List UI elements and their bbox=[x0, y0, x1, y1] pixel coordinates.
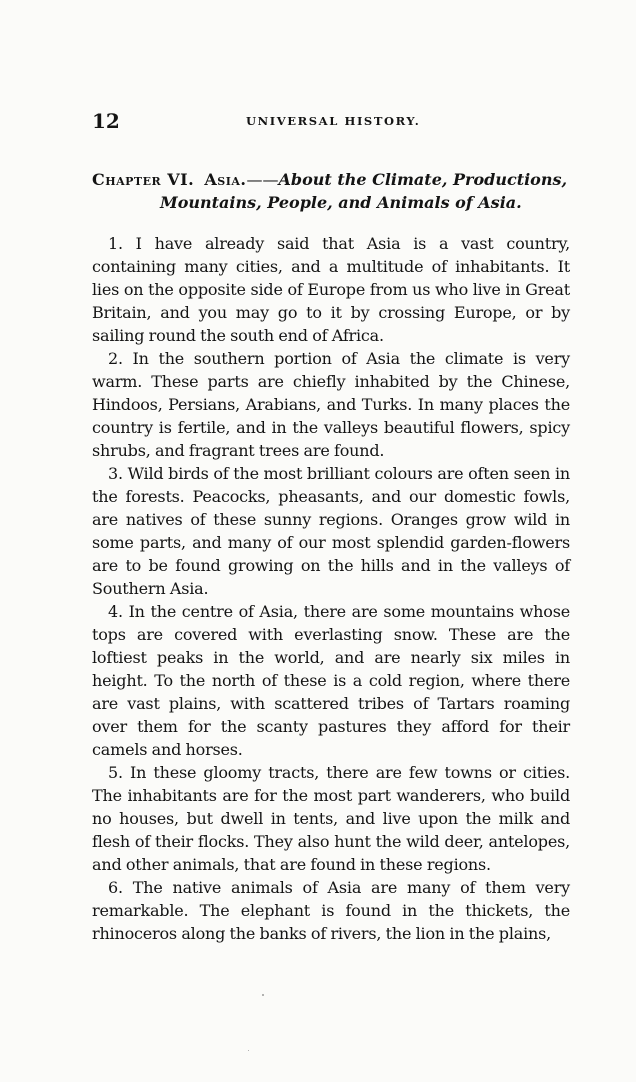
chapter-heading-line-1 bbox=[92, 168, 570, 191]
paragraph-4: 4. In the centre of Asia, there are some mountains whose tops are covered with everlasting snow. These are the loftiest peaks in the world, and are nearly six miles in height. To the north of these is a cold region, where there are vast plains, with scattered tribes of Tartars roaming over them for the scanty pastures they afford for their camels and horses. bbox=[92, 602, 570, 759]
chapter-dash: —— bbox=[246, 170, 279, 189]
body-text bbox=[92, 232, 570, 945]
chapter-topic-line-1: About the Climate, Productions, bbox=[278, 170, 568, 189]
chapter-heading-line-2 bbox=[92, 191, 570, 214]
page-number: 12 bbox=[92, 109, 120, 133]
paragraph-1: 1. I have already said that Asia is a vast country, containing many cities, and a multitude of inhabitants. It lies on the opposite side of Europe from us who live in Great Britain, and you may go to it by crossing Europe, or by sailing round the south end of Africa. bbox=[92, 234, 570, 345]
paragraph-6: 6. The native animals of Asia are many of them very remarkable. The elephant is found in the thickets, the rhinoceros along the banks of rivers, the lion in the plains, bbox=[92, 878, 570, 943]
chapter-label: Chapter VI. bbox=[92, 170, 195, 189]
paragraph-5: 5. In these gloomy tracts, there are few towns or cities. The inhabitants are for the most part wanderers, who build no houses, but dwell in tents, and live upon the milk and flesh of their flocks. They also hunt the wild deer, antelopes, and other animals, that are found in these regions. bbox=[92, 763, 570, 874]
chapter-region: Asia. bbox=[204, 170, 247, 189]
paragraph-3: 3. Wild birds of the most brilliant colours are often seen in the forests. Peacocks, pheasants, and our domestic fowls, are natives of these sunny regions. Oranges grow wild in some parts, and many of our most splendid garden-flowers are to be found growing on the hills and in the valleys of Southern Asia. bbox=[92, 464, 570, 598]
paper-speck bbox=[248, 1050, 249, 1051]
chapter-topic-line-2: Mountains, People, and Animals of Asia. bbox=[160, 193, 522, 212]
running-title: UNIVERSAL HISTORY. bbox=[246, 114, 421, 128]
paragraph-2: 2. In the southern portion of Asia the climate is very warm. These parts are chiefly inhabited by the Chinese, Hindoos, Persians, Arabians, and Turks. In many places the country is fertile, and in the valleys beautiful flowers, spicy shrubs, and fragrant trees are found. bbox=[92, 349, 570, 460]
paper-speck bbox=[262, 994, 264, 996]
chapter-heading bbox=[92, 168, 570, 214]
